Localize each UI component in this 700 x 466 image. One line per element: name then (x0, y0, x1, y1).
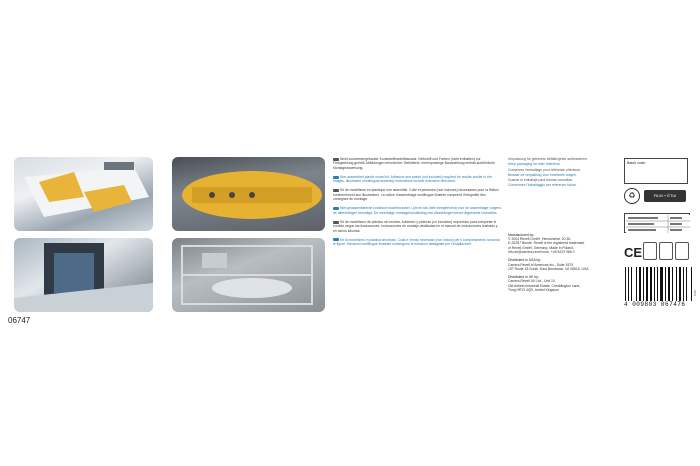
age-warning-icon (659, 242, 673, 260)
recycling-note: Bewaar de verpakking voor eventuele vragen. (508, 172, 577, 177)
age-warning-icon (675, 242, 689, 260)
barcode-bar (668, 267, 670, 301)
batch-code-box: Batch code: (624, 158, 688, 184)
model-photo-cockpit (14, 238, 153, 312)
barcode-bar (683, 267, 685, 301)
distributor-uk-block: Distributed in UK by: Carrera Revell UK Ltd., Unit 10, Old Airfield Industrial Estate, Cheddington Lane, Tring HP23 4QR, United Kingdom (508, 275, 581, 293)
recycling-note: Verpackung für getrennte Abfälle/gelbe aufbewahren. (508, 157, 588, 161)
recycling-note: Conservare l'imballaggio per referenze future. (508, 183, 577, 188)
instruction-nl: Niet-geassembleerde kunststof modelbouwset. Lijm en lak (niet meegeleverd) voor de assemblage volgens de afbeeldingen benodigd. De meertalige montagehandleiding met afbeeldingen bevat uitgebreide instructies. (333, 206, 501, 215)
barcode-bar (628, 267, 630, 301)
tidyman-icon: ♻ (624, 188, 640, 204)
ce-mark-icon: CE (624, 245, 643, 260)
barcode-bar (643, 267, 644, 301)
model-photo-fuselage (172, 157, 325, 231)
language-flag-icon (333, 238, 339, 241)
distributor-usa-block: Distributed in USA by: Carrera Revell of Americas Inc., Suite 1879, 197 Route 18 South, East Brunswick, NJ 08816, USA (508, 258, 589, 271)
barcode-bar (676, 267, 677, 301)
film-etui-icon: FILM + ÉTUI (644, 190, 686, 202)
language-flag-icon (333, 176, 339, 179)
manufacturer-block: Manufactured by: © 2024 Revell GmbH, Henschelstr. 20-30, D-32257 Bünde. Revell is the registered trademark of Revell GmbH, Germany. Made in Poland. info.de@carrera-revell.com, +49 5223 965 0 (508, 232, 585, 254)
instruction-fr: Kit de modélisme en plastique non assemblé. Colle et peintures (non incluses) nécessaires pour la finition conformément aux illustrations. La notice d'assemblage multilingue illustrée comprend l'intégralité des consignes de montage. (333, 188, 499, 202)
barcode-bar (639, 267, 641, 301)
warning-icons (643, 242, 689, 262)
side-code: 0111 (693, 290, 697, 297)
barcode-bar (646, 267, 648, 301)
model-photo-wing-detail (14, 157, 153, 231)
instruction-es: Kit de modelismo de plástico sin montar. Adhesivo y pinturas (no incluidos) requeridos para completar el modelo según las ilustraciones. Instrucciones de montaje detalladas en el manual de instrucciones ilustrado y en varios idiomas. (333, 219, 498, 233)
barcode-bar (657, 267, 658, 301)
recycling-note: Conservez l'emballage pour référence ultérieure. (508, 167, 582, 172)
model-photo-sprues (172, 238, 325, 312)
item-number: 06747 (8, 316, 31, 325)
barcode-bar (631, 267, 632, 301)
instruction-de: Nicht zusammengebauter Kunststoffmodellbausatz. Klebstoff und Farben (nicht enthalten) zur Fertigstellung gemäß Abbildungen erforderlich. Bebilderte, mehrsprachige Bauanleitung enthält ausführliche Montageanweisung. (333, 157, 495, 170)
barcode-bar (672, 267, 673, 301)
barcode-bar (636, 267, 637, 301)
language-flag-icon (333, 207, 339, 210)
barcode-bar (665, 267, 666, 301)
barcode-number: 4 009803 067476 (624, 301, 686, 308)
packaging-info-table (624, 213, 690, 233)
age-warning-icon (643, 242, 657, 260)
instructions-column (333, 157, 501, 251)
barcode-bars (624, 267, 690, 301)
recycling-note: Guarde el embalaje para futuras consultas. (508, 178, 573, 183)
barcode-bar (660, 267, 662, 301)
barcode-bar (679, 267, 681, 301)
info-column (508, 157, 616, 292)
barcode-bar (691, 267, 692, 301)
barcode-bar (654, 267, 655, 301)
barcode (624, 267, 690, 309)
barcode-bar (650, 267, 652, 301)
barcode-bar (625, 267, 626, 301)
barcode-bar (686, 267, 687, 301)
language-flag-icon (333, 221, 339, 224)
language-flag-icon (333, 158, 339, 161)
instruction-en: Non-assembled plastic model kit. Adhesive and paints (not included) required for results similar to the images. Illustrated, multilingual assembly instructions include extensive directions. (333, 174, 492, 184)
instruction-it: Kit di modelismo in plastica smontato. Colla e vernici necessari (non inclusi) per il completamento secondo le figure. Istruzioni multilingue illustrate contengono le istruzioni dettagliate per l'installazione. (333, 237, 500, 247)
language-flag-icon (333, 189, 339, 192)
recycling-note: Keep packaging for later reference. (508, 162, 561, 167)
